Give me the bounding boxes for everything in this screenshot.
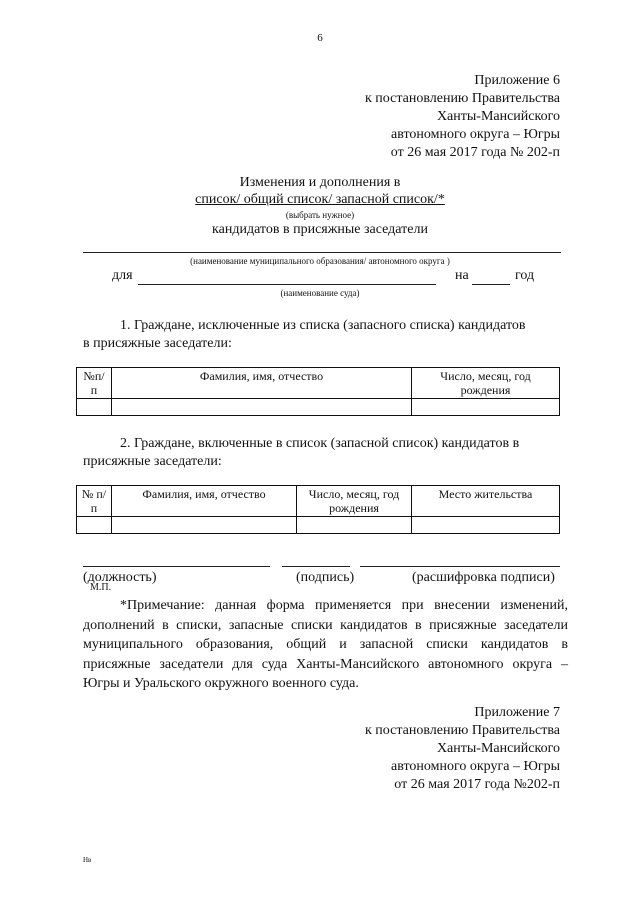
appendix-7-line5: от 26 мая 2017 года №202-п	[394, 777, 560, 792]
col-residence-header: Место жительства	[412, 486, 560, 517]
table-cell[interactable]	[112, 517, 297, 534]
section-2-line1: 2. Граждане, включенные в список (запасной список) кандидатов в	[120, 436, 520, 451]
table-cell[interactable]	[412, 517, 560, 534]
signature-field-line[interactable]	[282, 566, 350, 567]
page-number: 6	[317, 32, 323, 44]
appendix-7-line3: Ханты-Мансийского	[436, 741, 560, 756]
for-label: для	[112, 268, 133, 283]
col-number-header: № п/п	[77, 486, 112, 517]
position-field-line[interactable]	[83, 566, 270, 567]
section-2-line2: присяжные заседатели:	[83, 454, 222, 469]
section-1-heading	[83, 317, 568, 353]
form-title-line3: кандидатов в присяжные заседатели	[212, 222, 428, 237]
appendix-6-line2: к постановлению Правительства	[364, 91, 560, 106]
col-number-header: №п/ п	[77, 368, 112, 399]
appendix-6-line3: Ханты-Мансийского	[436, 109, 560, 124]
form-title-line2: список/ общий список/ запасной список/*	[195, 192, 445, 207]
court-name-field-line[interactable]	[138, 284, 436, 285]
col-birthdate-header: Число, месяц, год рождения	[412, 368, 560, 399]
footer-mark: Нв	[83, 856, 92, 864]
court-caption: (наименование суда)	[280, 288, 360, 298]
col-birthdate-header: Число, месяц, год рождения	[297, 486, 412, 517]
appendix-6-line5: от 26 мая 2017 года № 202-п	[390, 145, 560, 160]
stamp-placeholder: М.П.	[90, 582, 112, 593]
table-cell[interactable]	[77, 517, 112, 534]
included-citizens-table	[76, 485, 560, 534]
excluded-citizens-table	[76, 367, 560, 416]
section-1-line2: в присяжные заседатели:	[83, 336, 232, 351]
table-cell[interactable]	[77, 399, 112, 416]
choose-hint: (выбрать нужное)	[285, 210, 355, 220]
table-row	[77, 517, 560, 534]
on-label: на	[455, 268, 469, 283]
table-header-row	[77, 368, 560, 399]
note-paragraph: *Примечание: данная форма применяется при внесении изменений, дополнений в списки, запасные списки кандидатов в присяжные заседатели муниципального образования, общий и запасной списки кандидатов в присяжные заседатели для суда Ханты-Мансийского автономного округа – Югры и Уральского окружного военного суда.	[83, 598, 568, 691]
table-cell[interactable]	[297, 517, 412, 534]
appendix-7-line2: к постановлению Правительства	[364, 723, 560, 738]
signature-decode-field-line[interactable]	[360, 566, 560, 567]
section-2-heading	[83, 435, 568, 471]
municipality-caption: (наименование муниципального образования/ автономного округа )	[190, 256, 450, 266]
signature-decode-caption: (расшифровка подписи)	[412, 570, 555, 585]
form-title-line1: Изменения и дополнения в	[239, 175, 401, 190]
appendix-6-header	[365, 72, 560, 162]
signature-caption: (подпись)	[296, 570, 355, 585]
table-cell[interactable]	[112, 399, 412, 416]
table-header-row	[77, 486, 560, 517]
col-name-header: Фамилия, имя, отчество	[112, 368, 412, 399]
appendix-7-line4: автономного округа – Югры	[391, 759, 560, 774]
col-name-header: Фамилия, имя, отчество	[112, 486, 297, 517]
appendix-6-title: Приложение 6	[474, 73, 560, 88]
appendix-7-header	[365, 704, 560, 794]
table-cell[interactable]	[412, 399, 560, 416]
position-caption: (должность)	[83, 570, 157, 585]
section-1-line1: 1. Граждане, исключенные из списка (запасного списка) кандидатов	[120, 318, 526, 333]
year-field-line[interactable]	[472, 284, 510, 285]
municipality-field-line[interactable]	[83, 252, 561, 253]
table-row	[77, 399, 560, 416]
year-label: год	[515, 268, 535, 283]
appendix-7-title: Приложение 7	[474, 705, 560, 720]
appendix-6-line4: автономного округа – Югры	[391, 127, 560, 142]
